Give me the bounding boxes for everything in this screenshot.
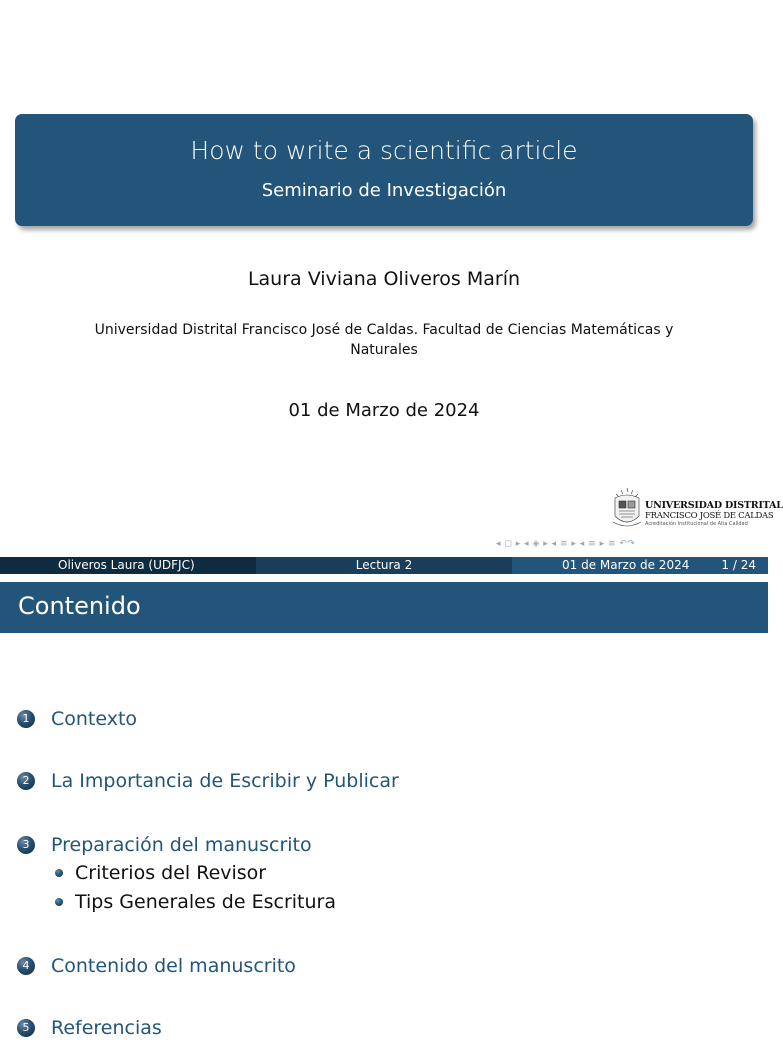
toc-link-label[interactable]: La Importancia de Escribir y Publicar [51,770,399,792]
bullet-dot-icon [55,869,63,877]
frame-title-bar [0,582,768,633]
institute-line-1: Universidad Distrital Francisco José de Caldas. Facultad de Ciencias Matemáticas y [94,322,674,338]
institute [60,320,708,360]
presentation-title: How to write a scientific article [190,136,578,165]
footline-date-box [512,557,768,574]
frame-title: Contenido [18,592,141,620]
toc-link-label[interactable]: Contenido del manuscrito [51,955,296,977]
footline-date: 01 de Marzo de 2024 [562,558,690,572]
section-number-ball: 5 [17,1019,35,1037]
presentation-date: 01 de Marzo de 2024 [288,400,480,421]
bullet-dot-icon [55,898,63,906]
toc-link-label[interactable]: Referencias [51,1017,162,1039]
university-logo [611,486,783,530]
section-number-ball: 4 [17,957,35,975]
table-of-contents [0,633,768,1039]
beamer-navigation-icons[interactable]: ◂ ◻ ▸ ◂ ◈ ▸ ◂ ≡ ▸ ◂ ≡ ▸ ≡ ↶↷ [496,539,636,549]
toc-sublink-label[interactable]: Tips Generales de Escritura [75,891,336,913]
footline-title-box [256,557,512,574]
section-number-ball: 3 [17,836,35,854]
title-box [15,114,753,226]
institute-line-2: Naturales [350,342,418,358]
footline-page-number: 1 / 24 [721,558,756,572]
logo-line-1: UNIVERSIDAD DISTRITAL [645,500,783,511]
toc-link-label[interactable]: Preparación del manuscrito [51,834,312,856]
section-number-ball: 2 [17,772,35,790]
footline [0,557,768,574]
logo-line-3: Acreditación Institucional de Alta Calidad [645,521,748,527]
toc-link-label[interactable]: Contexto [51,708,138,730]
university-crest-icon [611,486,643,530]
footline-author-box [0,557,256,574]
footline-short-title: Lectura 2 [355,558,413,572]
presentation-subtitle: Seminario de Investigación [261,180,507,201]
section-number-ball: 1 [17,710,35,728]
footline-author: Oliveros Laura (UDFJC) [58,558,195,572]
logo-line-2: FRANCISCO JOSÉ DE CALDAS [645,511,774,521]
author-name: Laura Viviana Oliveros Marín [247,268,521,290]
toc-sublink-label[interactable]: Criterios del Revisor [75,862,267,884]
